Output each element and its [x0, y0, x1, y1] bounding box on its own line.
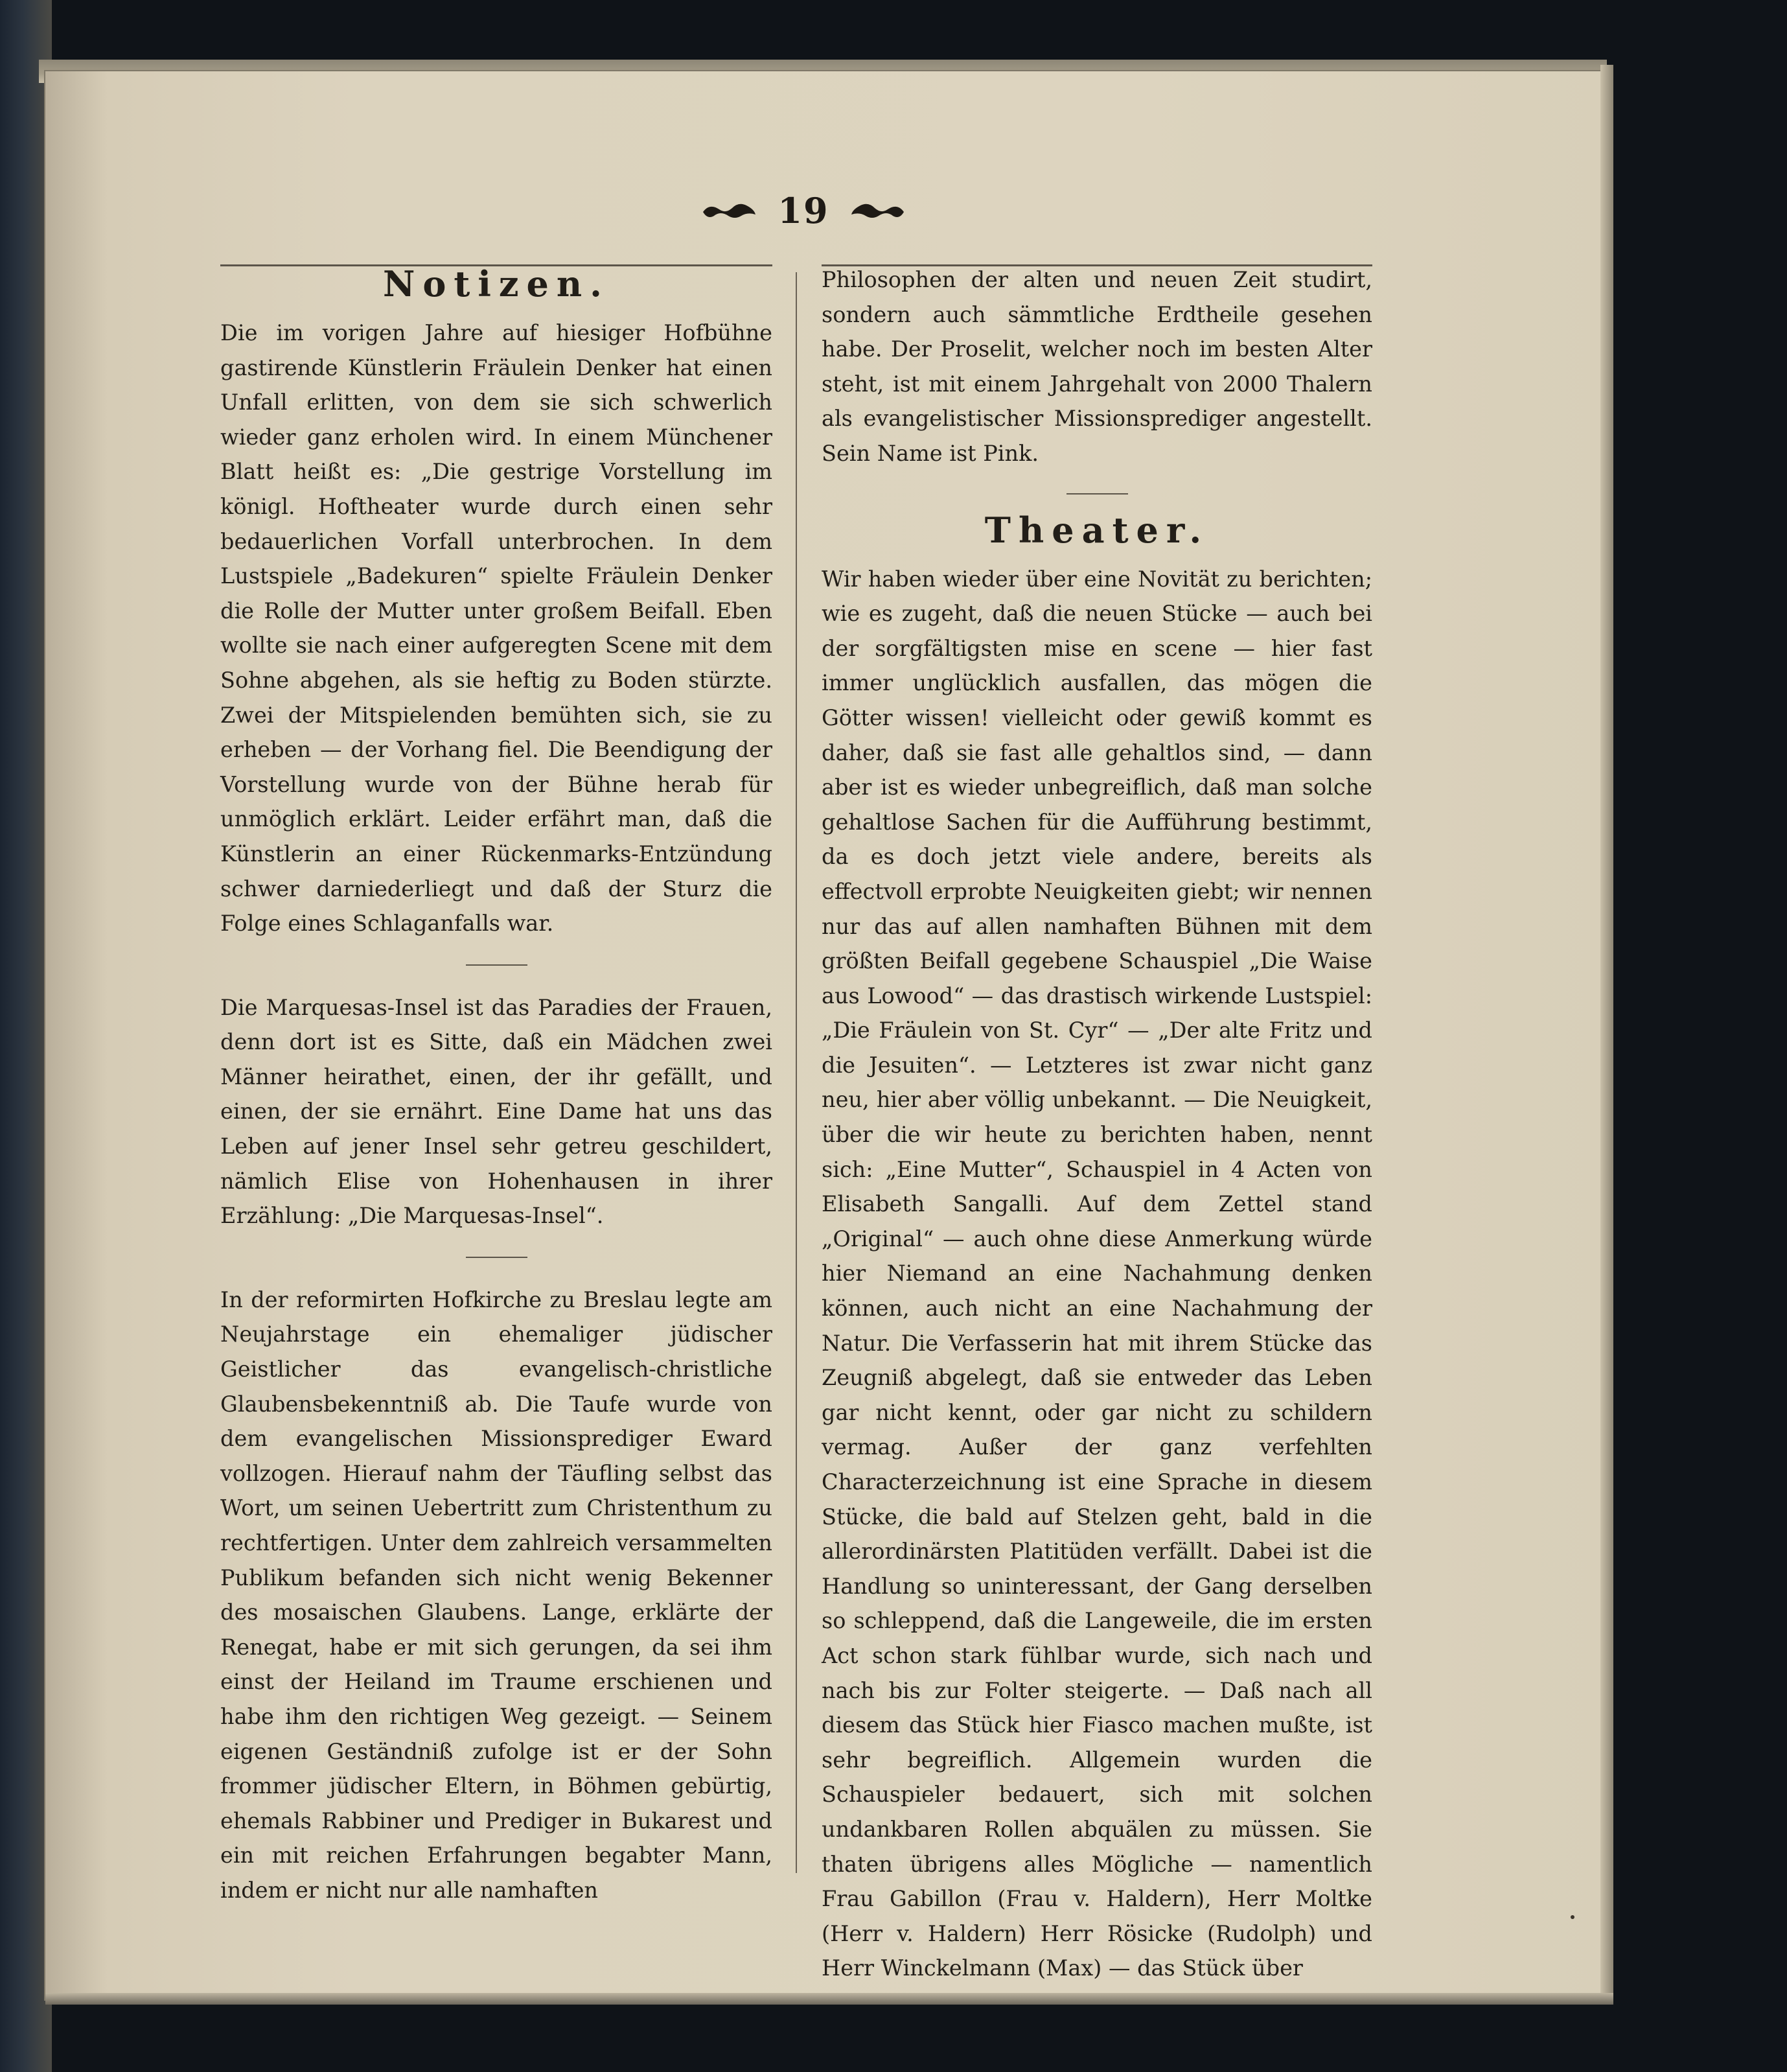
right-column	[822, 262, 1372, 1986]
article-breslau: In der reformirten Hofkirche zu Breslau legte am Neujahrstage ein ehemaliger jüdischer Geistlicher das evangelisch-christliche Glaubensbekenntniß ab. Die Taufe wurde von dem evangelischen Missionsprediger Eward vollzogen. Hierauf nahm der Täufling selbst das Wort, um seinen Uebertritt zum Christenthum zu rechtfertigen. Unter dem zahlreich versammelten Publikum befanden sich nicht wenig Bekenner des mosaischen Glaubens. Lange, erklärte der Renegat, habe er mit sich gerungen, da sei ihm einst der Heiland im Traume erschienen und habe ihm den richtigen Weg gezeigt. — Seinem eigenen Geständniß zufolge ist er der Sohn frommer jüdischer Eltern, in Böhmen gebürtig, ehemals Rabbiner und Prediger in Bukarest und ein mit reichen Erfahrungen begabter Mann, indem er nicht nur alle namhaften	[220, 1286, 772, 1903]
page-bottom-edge	[45, 1993, 1613, 2005]
article-denker: Die im vorigen Jahre auf hiesiger Hofbühne gastirende Künstlerin Fräulein Denker hat einen Unfall erlitten, von dem sie sich schwerlich wieder ganz erholen wird. In einem Münchener Blatt heißt es: „Die gestrige Vorstellung im königl. Hoftheater wurde durch einen sehr bedauerlichen Vorfall unterbrochen. In dem Lustspiele „Badekuren“ spielte Fräulein Denker die Rolle der Mutter unter großem Beifall. Eben wollte sie nach einer aufgeregten Scene mit dem Sohne abgehen, als sie heftig zu Boden stürzte. Zwei der Mitspielenden bemühten sich, sie zu erheben — der Vorhang fiel. Die Beendigung der Vorstellung wurde von der Bühne herab für unmöglich erklärt. Leider erfährt man, daß die Künstlerin an einer Rückenmarks-Entzündung schwer darniederliegt und daß der Sturz die Folge eines Schlaganfalls war.	[220, 320, 772, 937]
column-divider	[796, 272, 797, 1873]
page-number: 19	[778, 190, 829, 231]
paper-speck	[1571, 1915, 1574, 1919]
notizen-heading: Notizen.	[383, 263, 610, 305]
article-marquesas: Die Marquesas-Insel ist das Paradies der Frauen, denn dort ist es Sitte, daß ein Mädchen zwei Männer heirathet, einen, der ihr gefällt, und einen, der sie ernährt. Eine Dame hat uns das Leben auf jener Insel sehr getreu geschildert, nämlich Elise von Hohenhausen in ihrer Erzählung: „Die Marquesas-Insel“.	[220, 994, 772, 1229]
article-theater: Wir haben wieder über eine Novität zu berichten; wie es zugeht, daß die neuen Stücke — auch bei der sorgfältigsten mise en scene — hier fast immer unglücklich ausfallen, das mögen die Götter wissen! vielleicht oder gewiß kommt es daher, daß sie fast alle gehaltlos sind, — dann aber ist es wieder unbegreiflich, daß man solche gehaltlose Sachen für die Aufführung bestimmt, da es doch jetzt viele andere, bereits als effectvoll erprobte Neuigkeiten giebt; wir nennen nur das auf allen namhaften Bühnen mit dem größten Beifall gegebene Schauspiel „Die Waise aus Lowood“ — das drastisch wirkende Lustspiel: „Die Fräulein von St. Cyr“ — „Der alte Fritz und die Jesuiten“. — Letzteres ist zwar nicht ganz neu, hier aber völlig unbekannt. — Die Neuigkeit, über die wir heute zu berichten haben, nennt sich: „Eine Mutter“, Schauspiel in 4 Acten von Elisabeth Sangalli. Auf dem Zettel stand „Original“ — auch ohne diese Anmerkung würde hier Niemand an eine Nachahmung denken können, auch nicht an eine Nachahmung der Natur. Die Verfasserin hat mit ihrem Stücke das Zeugniß abgelegt, daß sie entweder das Leben gar nicht kennt, oder gar nicht zu schildern vermag. Außer der ganz verfehlten Characterzeichnung ist eine Sprache in diesem Stücke, die bald auf Stelzen geht, bald in die allerordinärsten Platitüden verfällt. Dabei ist die Handlung so uninteressant, der Gang derselben so schleppend, daß die Langeweile, die im ersten Act schon stark fühlbar wurde, sich nach und nach bis zur Folter steigerte. — Daß nach all diesem das Stück hier Fiasco machen mußte, ist sehr begreiflich. Allgemein wurden die Schauspieler bedauert, sich mit solchen undankbaren Rollen abquälen zu müssen. Sie thaten übrigens alles Mögliche — namentlich Frau Gabillon (Frau v. Haldern), Herr Moltke (Herr v. Haldern) Herr Rösicke (Rudolph) und Herr Winckelmann (Max) — das Stück über	[822, 566, 1372, 1981]
book-binding-shadow	[0, 0, 52, 2072]
right-ornament-icon	[849, 198, 907, 224]
page-header	[687, 188, 920, 233]
theater-heading: Theater.	[984, 509, 1210, 551]
left-ornament-icon	[700, 198, 758, 224]
article-breslau-continuation: Philosophen der alten und neuen Zeit studirt, sondern auch sämmtliche Erdtheile gesehen habe. Der Proselit, welcher noch im besten Alter steht, ist mit einem Jahrgehalt von 2000 Thalern als evangelistischer Missionsprediger angestellt. Sein Name ist Pink.	[822, 267, 1372, 466]
left-column	[220, 262, 772, 1908]
page-right-edge	[1600, 65, 1613, 2003]
